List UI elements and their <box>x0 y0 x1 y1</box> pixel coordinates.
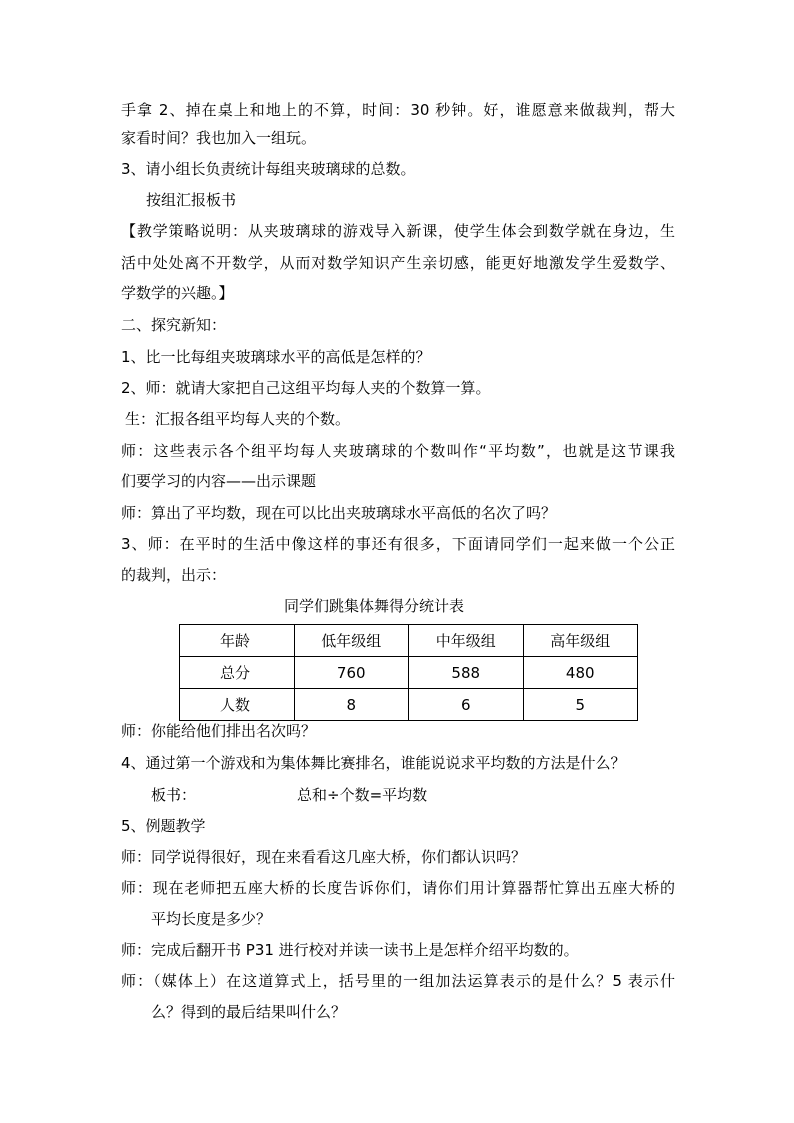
table-cell: 8 <box>294 689 409 721</box>
paragraph-line: 手拿 2、掉在桌上和地上的不算，时间：30 秒钟。好，谁愿意来做裁判，帮大 <box>121 101 675 119</box>
table-header-cell: 年龄 <box>180 625 295 657</box>
paragraph-line: 的裁判，出示： <box>121 566 227 584</box>
paragraph-line: 师：算出了平均数，现在可以比出夹玻璃球水平高低的名次了吗？ <box>121 504 557 522</box>
paragraph-line: 学数学的兴趣。】 <box>121 284 234 302</box>
table-row <box>180 689 638 721</box>
board-label: 板书： <box>151 786 197 804</box>
paragraph-line: 师：这些表示各个组平均每人夹玻璃球的个数叫作“平均数”，也就是这节课我 <box>121 442 675 460</box>
paragraph-line: 师：现在老师把五座大桥的长度告诉你们，请你们用计算器帮忙算出五座大桥的 <box>121 879 675 897</box>
table-header-row <box>180 625 638 657</box>
table-cell: 760 <box>294 657 409 689</box>
table-cell: 480 <box>523 657 638 689</box>
table-cell: 人数 <box>180 689 295 721</box>
paragraph-line: 师：（媒体上）在这道算式上，括号里的一组加法运算表示的是什么？5 表示什 <box>121 972 675 990</box>
table-header-cell: 中年级组 <box>409 625 524 657</box>
formula-text: 总和÷个数=平均数 <box>297 786 428 804</box>
paragraph-line: 2、师：就请大家把自己这组平均每人夹的个数算一算。 <box>121 379 491 397</box>
table-cell: 总分 <box>180 657 295 689</box>
table-cell: 5 <box>523 689 638 721</box>
paragraph-line: 家看时间？我也加入一组玩。 <box>121 129 317 147</box>
table-title: 同学们跳集体舞得分统计表 <box>284 597 465 615</box>
paragraph-line: 3、师：在平时的生活中像这样的事还有很多，下面请同学们一起来做一个公正 <box>121 535 675 553</box>
section-heading: 二、探究新知： <box>121 316 227 334</box>
table-header-cell: 高年级组 <box>523 625 638 657</box>
score-statistics-table <box>179 624 638 721</box>
table-header-cell: 低年级组 <box>294 625 409 657</box>
section-heading: 5、例题教学 <box>121 817 206 835</box>
paragraph-line: 平均长度是多少？ <box>151 910 272 928</box>
paragraph-line: 1、比一比每组夹玻璃球水平的高低是怎样的？ <box>121 348 431 366</box>
paragraph-line: 生：汇报各组平均每人夹的个数。 <box>125 410 351 428</box>
paragraph-line: 们要学习的内容——出示课题 <box>121 472 317 490</box>
table-cell: 588 <box>409 657 524 689</box>
table-row <box>180 657 638 689</box>
paragraph-line: 【教学策略说明：从夹玻璃球的游戏导入新课，使学生体会到数学就在身边，生 <box>121 222 675 240</box>
paragraph-line: 活中处处离不开数学，从而对数学知识产生亲切感，能更好地激发学生爱数学、 <box>121 254 675 272</box>
paragraph-line: 么？得到的最后结果叫什么？ <box>151 1003 347 1021</box>
paragraph-line: 师：完成后翻开书 P31 进行校对并读一读书上是怎样介绍平均数的。 <box>121 941 579 959</box>
paragraph-line: 3、请小组长负责统计每组夹玻璃球的总数。 <box>121 160 416 178</box>
paragraph-line: 师：同学说得很好，现在来看看这几座大桥，你们都认识吗？ <box>121 848 527 866</box>
paragraph-line: 按组汇报板书 <box>146 191 237 209</box>
paragraph-line: 师：你能给他们排出名次吗？ <box>121 722 317 740</box>
table-cell: 6 <box>409 689 524 721</box>
paragraph-line: 4、通过第一个游戏和为集体舞比赛排名，谁能说说求平均数的方法是什么？ <box>121 754 626 772</box>
